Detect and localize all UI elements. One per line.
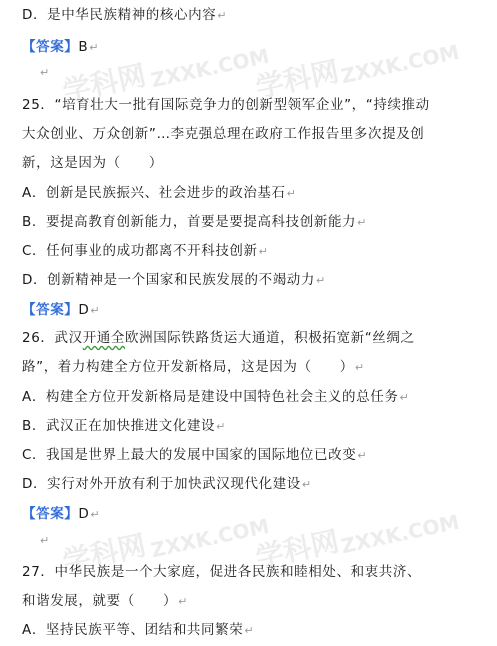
- q26-answer: [22, 505, 100, 524]
- watermark: ZXXK.COM: [338, 509, 462, 559]
- paragraph-mark-icon: ↵: [357, 449, 368, 462]
- q25-option-a: A．创新是民族振兴、社会进步的政治基石↵: [22, 185, 297, 201]
- answer-value: B: [78, 39, 89, 55]
- prev-option-d: D．是中华民族精神的核心内容↵: [22, 7, 228, 23]
- paragraph-mark-icon: ↵: [399, 391, 410, 404]
- answer-label: 【答案】: [22, 39, 79, 55]
- q25-option-d: D．创新精神是一个国家和民族发展的不竭动力↵: [22, 272, 326, 288]
- q25-stem-line-2: 大众创业、万众创新”…李克强总理在政府工作报告里多次提及创: [22, 126, 425, 142]
- paragraph-mark-icon: ↵: [286, 187, 297, 200]
- watermark: 学科网: [59, 58, 149, 109]
- q27-option-a: A．坚持民族平等、团结和共同繁荣↵: [22, 622, 255, 638]
- watermark: ZXXK.COM: [338, 39, 462, 89]
- q27-stem-line-2: 和谐发展，就要（ ）↵: [22, 593, 188, 609]
- watermark: 学科网: [59, 528, 149, 579]
- watermark: 学科网: [252, 524, 342, 575]
- q26-option-c: C．我国是世界上最大的发展中国家的国际地位已改变↵: [22, 447, 368, 463]
- answer-label: 【答案】: [22, 506, 79, 522]
- q25-answer: [22, 301, 100, 320]
- paragraph-mark-icon: ↵: [357, 216, 367, 229]
- prev-answer: [22, 38, 99, 57]
- q26-stem-line-1: 26．武汉开通全欧洲国际铁路货运大通道，积极拓宽新“丝绸之: [22, 330, 415, 346]
- paragraph-mark-icon: ↵: [316, 274, 326, 287]
- paragraph-mark-icon: ↵: [301, 478, 312, 491]
- paragraph-mark-icon: ↵: [354, 361, 365, 374]
- paragraph-mark-icon: ↵: [40, 66, 50, 79]
- q25-option-c: C．任何事业的成功都离不开科技创新↵: [22, 243, 269, 259]
- paragraph-mark-icon: ↵: [178, 595, 188, 608]
- paragraph-mark-icon: ↵: [216, 420, 226, 433]
- paragraph-mark-icon: ↵: [40, 534, 50, 547]
- q26-stem-line-2: 路”，着力构建全方位开发新格局，这是因为（ ）↵: [22, 359, 365, 375]
- paragraph-mark-icon: ↵: [258, 245, 269, 258]
- paragraph-mark-icon: ↵: [90, 304, 101, 317]
- paragraph-mark-icon: ↵: [217, 9, 228, 22]
- q25-option-b: B．要提高教育创新能力，首要是要提高科技创新能力↵: [22, 214, 367, 230]
- paragraph-mark-icon: ↵: [89, 41, 100, 54]
- answer-value: D: [78, 506, 90, 522]
- q25-stem-line-3: 新，这是因为（ ）: [22, 155, 163, 171]
- paragraph-mark-icon: ↵: [90, 508, 101, 521]
- watermark: ZXXK.COM: [148, 43, 272, 93]
- paragraph-mark-icon: ↵: [244, 624, 255, 637]
- watermark: ZXXK.COM: [148, 513, 272, 563]
- q26-option-a: A．构建全方位开发新格局是建设中国特色社会主义的总任务↵: [22, 389, 410, 405]
- q26-option-d: D．实行对外开放有利于加快武汉现代化建设↵: [22, 476, 312, 492]
- spellcheck-underline: 开通全: [82, 330, 125, 346]
- answer-label: 【答案】: [22, 302, 79, 318]
- watermark: 学科网: [252, 54, 342, 105]
- q27-stem-line-1: 27．中华民族是一个大家庭，促进各民族和睦相处、和衷共济、: [22, 564, 422, 580]
- answer-value: D: [78, 302, 90, 318]
- q26-option-b: B．武汉正在加快推进文化建设↵: [22, 418, 226, 434]
- q25-stem-line-1: 25．“培育壮大一批有国际竞争力的创新型领军企业”，“持续推动: [22, 97, 430, 113]
